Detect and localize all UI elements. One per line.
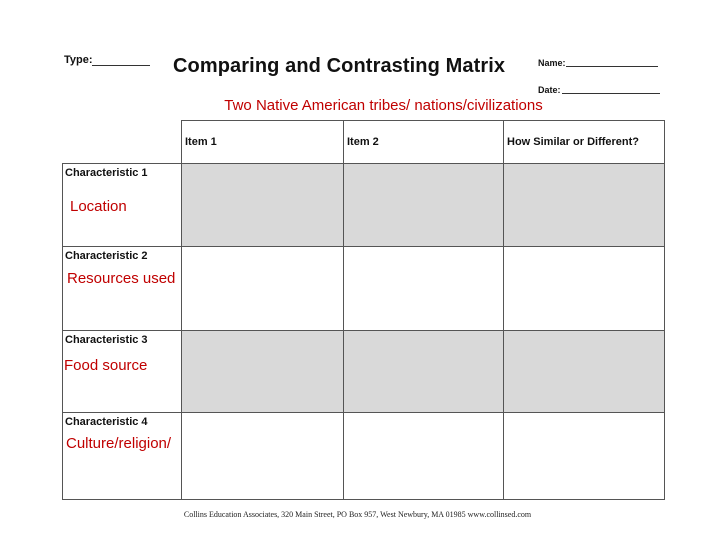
footer-credit: Collins Education Associates, 320 Main Street, PO Box 957, West Newbury, MA 01985 www.collinsed.com — [183, 510, 532, 519]
grid-line — [181, 120, 665, 121]
grid-line — [62, 499, 665, 500]
row-label-characteristic-4: Characteristic 4 — [65, 416, 148, 428]
grid-line — [664, 120, 665, 500]
row-note-culture-religion: Culture/religion/ — [66, 435, 172, 452]
date-field-line[interactable] — [562, 93, 660, 94]
column-header-item-1: Item 1 — [185, 136, 217, 148]
row-note-resources-used: Resources used — [67, 270, 176, 287]
row-1-shade — [182, 163, 664, 246]
grid-line — [343, 120, 344, 500]
grid-line — [62, 163, 63, 500]
row-note-location: Location — [70, 198, 127, 215]
row-note-food-source: Food source — [64, 357, 148, 374]
grid-line — [181, 120, 182, 500]
row-label-characteristic-1: Characteristic 1 — [65, 167, 148, 179]
date-label: Date: — [538, 85, 561, 95]
column-header-item-2: Item 2 — [347, 136, 379, 148]
column-header-similar-different: How Similar or Different? — [507, 136, 640, 148]
row-label-characteristic-3: Characteristic 3 — [65, 334, 148, 346]
row-3-shade — [182, 330, 664, 412]
grid-line — [503, 120, 504, 500]
grid-line — [62, 246, 665, 247]
page-title: Comparing and Contrasting Matrix — [173, 55, 506, 77]
type-field-line[interactable] — [92, 65, 150, 66]
name-field-line[interactable] — [566, 66, 658, 67]
type-label: Type: — [64, 54, 93, 66]
grid-line — [62, 412, 665, 413]
comparison-matrix — [62, 120, 665, 500]
name-label: Name: — [538, 58, 566, 68]
row-label-characteristic-2: Characteristic 2 — [65, 250, 148, 262]
grid-line — [62, 163, 665, 164]
subtitle: Two Native American tribes/ nations/civilizations — [224, 97, 543, 114]
grid-line — [62, 330, 665, 331]
